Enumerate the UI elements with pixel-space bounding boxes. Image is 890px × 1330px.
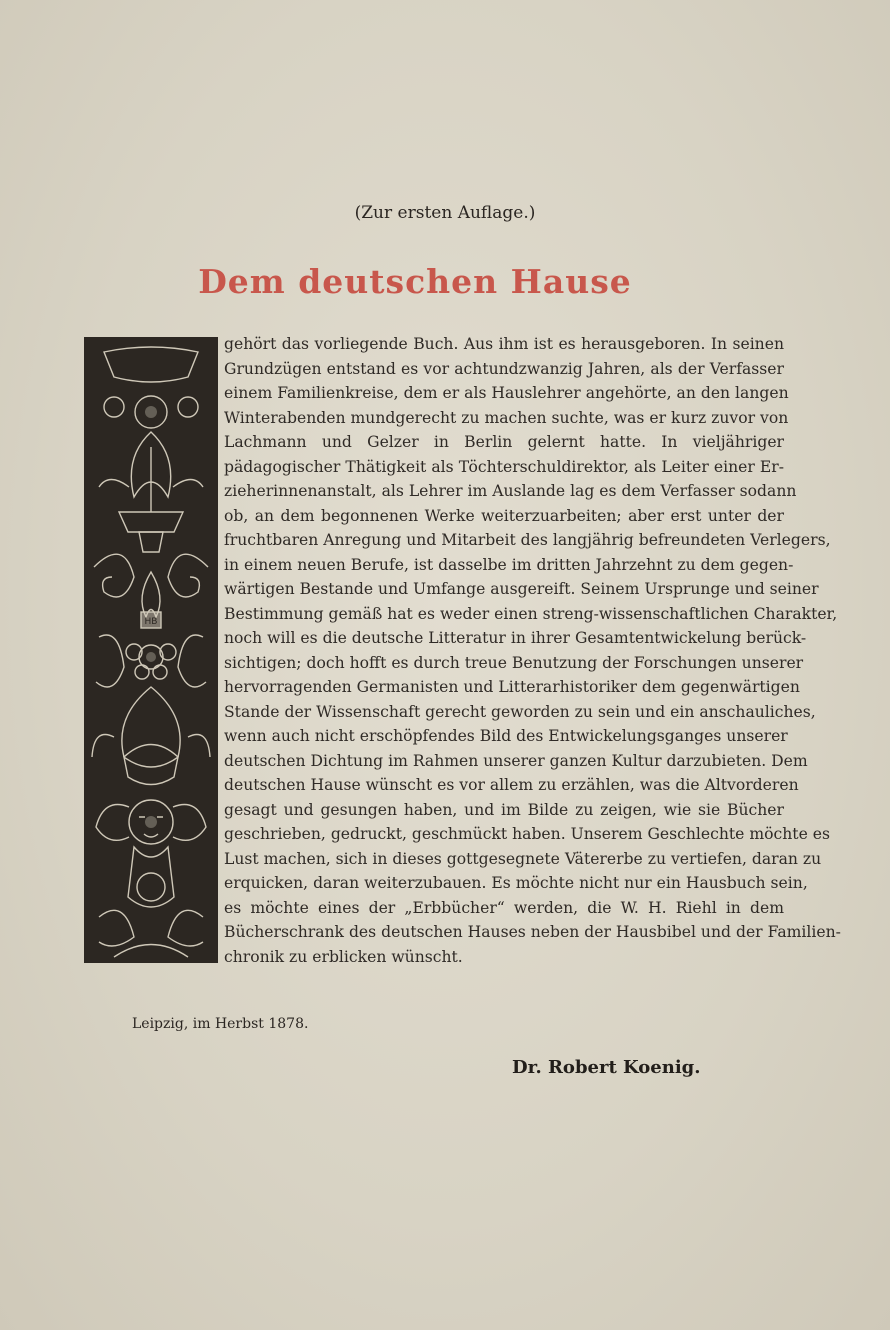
body-line: wärtigen Bestande und Umfange ausgereift. Seinem Ursprunge und seiner <box>224 580 819 598</box>
body-line: deutschen Hause wünscht es vor allem zu erzählen, was die Altvorderen <box>224 776 799 794</box>
body-line: hervorragenden Germanisten und Litterarhistoriker dem gegenwärtigen <box>224 678 800 696</box>
dedication-title: Dem deutschen Hause <box>198 262 632 301</box>
place-date: Leipzig, im Herbst 1878. <box>132 1016 309 1032</box>
body-line: chronik zu erblicken wünscht. <box>224 947 463 966</box>
body-line: pädagogischer Thätigkeit als Töchterschuldirektor, als Leiter einer Er- <box>224 457 784 476</box>
body-line: erquicken, daran weiterzubauen. Es möchte nicht nur ein Hausbuch sein, <box>224 874 808 892</box>
body-line: fruchtbaren Anregung und Mitarbeit des langjährig befreundeten Verlegers, <box>224 531 831 549</box>
dedication-body <box>224 332 841 969</box>
body-line: Winterabenden mundgerecht zu machen suchte, was er kurz zuvor von <box>224 408 789 427</box>
body-line: zieherinnenanstalt, als Lehrer im Auslande lag es dem Verfasser sodann <box>224 482 797 500</box>
monogram: HB <box>144 617 158 627</box>
author-signature: Dr. Robert Koenig. <box>512 1057 701 1078</box>
body-line: Lachmann und Gelzer in Berlin gelernt hatte. In vieljähriger <box>224 433 784 451</box>
woodcut-initial-ornament <box>84 337 218 963</box>
edition-heading: (Zur ersten Auflage.) <box>354 203 536 223</box>
body-line: deutschen Dichtung im Rahmen unserer ganzen Kultur darzubieten. Dem <box>224 751 808 770</box>
body-line: Stande der Wissenschaft gerecht geworden zu sein und ein anschauliches, <box>224 702 816 721</box>
body-line: Lust machen, sich in dieses gottgesegnete Vätererbe zu vertiefen, daran zu <box>224 849 822 868</box>
body-line: einem Familienkreise, dem er als Hauslehrer angehörte, an den langen <box>224 384 789 402</box>
body-line: Grundzügen entstand es vor achtundzwanzig Jahren, als der Verfasser <box>224 359 784 378</box>
body-line: gesagt und gesungen haben, und im Bilde zu zeigen, wie sie Bücher <box>224 800 784 819</box>
body-line: in einem neuen Berufe, ist dasselbe im dritten Jahrzehnt zu dem gegen- <box>224 555 794 574</box>
body-line: ob, an dem begonnenen Werke weiterzuarbeiten; aber erst unter der <box>224 506 784 525</box>
body-line: sichtigen; doch hofft es durch treue Benutzung der Forschungen unserer <box>224 653 804 672</box>
body-line: Bücherschrank des deutschen Hauses neben der Hausbibel und der Familien- <box>224 923 841 941</box>
body-line: gehört das vorliegende Buch. Aus ihm ist es herausgeboren. In seinen <box>224 335 784 353</box>
body-line: geschrieben, gedruckt, geschmückt haben. Unserem Geschlechte möchte es <box>224 825 830 843</box>
body-line: noch will es die deutsche Litteratur in ihrer Gesamtentwickelung berück- <box>224 629 807 647</box>
ornament-svg <box>84 337 218 963</box>
body-line: Bestimmung gemäß hat es weder einen streng-wissenschaftlichen Charakter, <box>224 604 838 623</box>
body-line: wenn auch nicht erschöpfendes Bild des Entwickelungsganges unserer <box>224 727 788 745</box>
body-line: es möchte eines der „Erbbücher“ werden, die W. H. Riehl in dem <box>224 898 784 917</box>
